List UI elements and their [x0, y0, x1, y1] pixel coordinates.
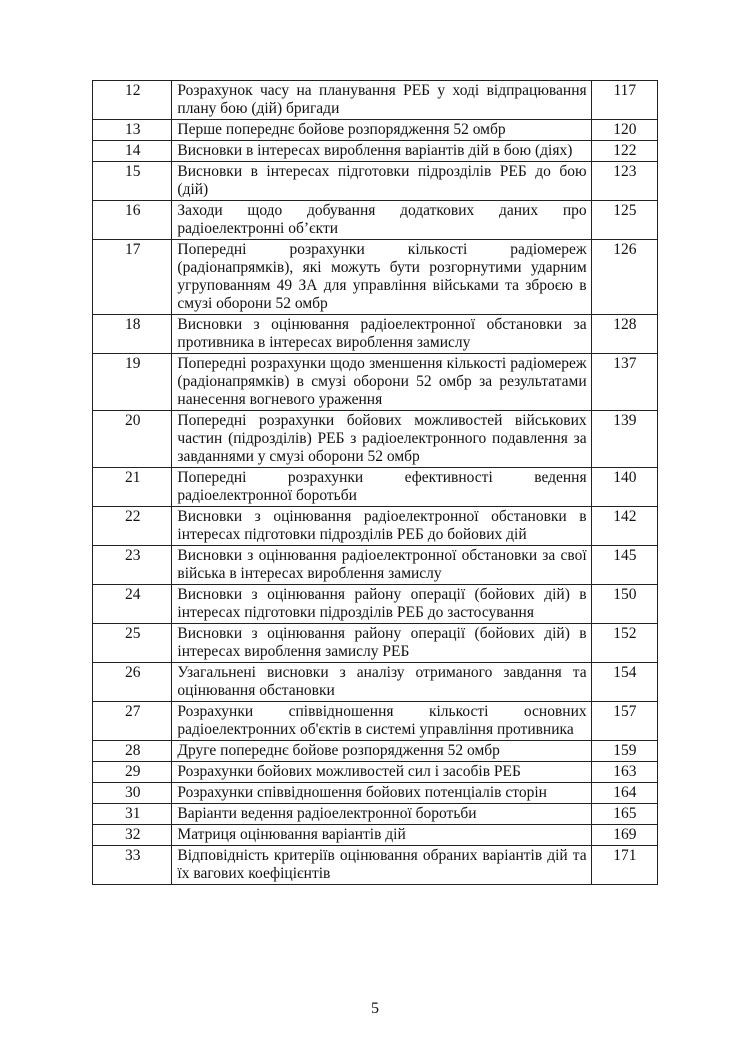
row-title-cell: Друге попереднє бойове розпорядження 52 омбр	[172, 741, 591, 762]
row-number-cell: 24	[93, 585, 172, 624]
table-row	[93, 624, 658, 663]
row-title-cell: Розрахунок часу на планування РЕБ у ході відпрацювання плану бою (дій) бригади	[172, 81, 591, 120]
row-page-cell: 159	[591, 741, 657, 762]
table-row	[93, 201, 658, 240]
table-row	[93, 663, 658, 702]
row-number-cell: 27	[93, 702, 172, 741]
table-row	[93, 315, 658, 354]
row-number-cell: 30	[93, 783, 172, 804]
table-row	[93, 240, 658, 315]
row-title-cell: Заходи щодо добування додаткових даних про радіоелектронні об’єкти	[172, 201, 591, 240]
contents-table	[92, 80, 658, 885]
row-page-cell: 120	[591, 120, 657, 141]
row-page-cell: 163	[591, 762, 657, 783]
row-title-cell: Матриця оцінювання варіантів дій	[172, 825, 591, 846]
table-row	[93, 162, 658, 201]
row-title-cell: Висновки в інтересах підготовки підрозділів РЕБ до бою (дій)	[172, 162, 591, 201]
row-number-cell: 26	[93, 663, 172, 702]
table-row	[93, 141, 658, 162]
row-page-cell: 157	[591, 702, 657, 741]
row-title-cell: Розрахунки бойових можливостей сил і засобів РЕБ	[172, 762, 591, 783]
row-page-cell: 150	[591, 585, 657, 624]
row-page-cell: 139	[591, 411, 657, 468]
row-page-cell: 142	[591, 507, 657, 546]
row-number-cell: 17	[93, 240, 172, 315]
row-page-cell: 152	[591, 624, 657, 663]
row-number-cell: 13	[93, 120, 172, 141]
table-row	[93, 411, 658, 468]
row-title-cell: Попередні розрахунки щодо зменшення кількості радіомереж (радіонапрямків) в смузі оборони 52 омбр за результатами нанесення вогневого ураження	[172, 354, 591, 411]
row-page-cell: 137	[591, 354, 657, 411]
row-page-cell: 128	[591, 315, 657, 354]
row-page-cell: 171	[591, 846, 657, 885]
table-row	[93, 804, 658, 825]
row-number-cell: 25	[93, 624, 172, 663]
row-title-cell: Висновки з оцінювання радіоелектронної обстановки за свої війська в інтересах вироблення замислу	[172, 546, 591, 585]
row-title-cell: Висновки з оцінювання району операції (бойових дій) в інтересах підготовки підрозділів РЕБ до застосування	[172, 585, 591, 624]
row-title-cell: Узагальнені висновки з аналізу отриманого завдання та оцінювання обстановки	[172, 663, 591, 702]
table-row	[93, 585, 658, 624]
row-page-cell: 117	[591, 81, 657, 120]
row-title-cell: Попередні розрахунки бойових можливостей військових частин (підрозділів) РЕБ з радіоелектронного подавлення за завданнями у смузі оборони 52 омбр	[172, 411, 591, 468]
row-number-cell: 14	[93, 141, 172, 162]
table-row	[93, 825, 658, 846]
row-page-cell: 126	[591, 240, 657, 315]
row-page-cell: 123	[591, 162, 657, 201]
table-row	[93, 741, 658, 762]
contents-table-body	[93, 81, 658, 885]
row-title-cell: Висновки з оцінювання району операції (бойових дій) в інтересах вироблення замислу РЕБ	[172, 624, 591, 663]
table-row	[93, 702, 658, 741]
table-row	[93, 354, 658, 411]
row-number-cell: 33	[93, 846, 172, 885]
row-page-cell: 154	[591, 663, 657, 702]
row-title-cell: Варіанти ведення радіоелектронної боротьби	[172, 804, 591, 825]
row-page-cell: 165	[591, 804, 657, 825]
row-page-cell: 164	[591, 783, 657, 804]
row-number-cell: 15	[93, 162, 172, 201]
row-number-cell: 19	[93, 354, 172, 411]
row-number-cell: 22	[93, 507, 172, 546]
table-row	[93, 120, 658, 141]
row-title-cell: Висновки в інтересах вироблення варіантів дій в бою (діях)	[172, 141, 591, 162]
row-number-cell: 29	[93, 762, 172, 783]
table-row	[93, 507, 658, 546]
row-page-cell: 125	[591, 201, 657, 240]
row-title-cell: Розрахунки співвідношення кількості основних радіоелектронних об'єктів в системі управління противника	[172, 702, 591, 741]
row-number-cell: 28	[93, 741, 172, 762]
table-row	[93, 846, 658, 885]
row-title-cell: Висновки з оцінювання радіоелектронної обстановки в інтересах підготовки підрозділів РЕБ до бойових дій	[172, 507, 591, 546]
row-page-cell: 145	[591, 546, 657, 585]
row-number-cell: 12	[93, 81, 172, 120]
row-number-cell: 32	[93, 825, 172, 846]
row-page-cell: 122	[591, 141, 657, 162]
row-title-cell: Відповідність критеріїв оцінювання обраних варіантів дій та їх вагових коефіцієнтів	[172, 846, 591, 885]
row-title-cell: Перше попереднє бойове розпорядження 52 омбр	[172, 120, 591, 141]
row-page-cell: 140	[591, 468, 657, 507]
table-row	[93, 468, 658, 507]
row-number-cell: 23	[93, 546, 172, 585]
row-number-cell: 31	[93, 804, 172, 825]
table-row	[93, 783, 658, 804]
table-row	[93, 81, 658, 120]
page-number: 5	[371, 1000, 379, 1017]
table-row	[93, 546, 658, 585]
row-title-cell: Висновки з оцінювання радіоелектронної обстановки за противника в інтересах вироблення замислу	[172, 315, 591, 354]
row-number-cell: 16	[93, 201, 172, 240]
row-title-cell: Попередні розрахунки кількості радіомереж (радіонапрямків), які можуть бути розгорнутими ударним угрупованням 49 ЗА для управління військами та зброєю в смузі оборони 52 омбр	[172, 240, 591, 315]
row-number-cell: 18	[93, 315, 172, 354]
row-number-cell: 20	[93, 411, 172, 468]
row-title-cell: Попередні розрахунки ефективності ведення радіоелектронної боротьби	[172, 468, 591, 507]
table-row	[93, 762, 658, 783]
row-title-cell: Розрахунки співвідношення бойових потенціалів сторін	[172, 783, 591, 804]
row-number-cell: 21	[93, 468, 172, 507]
row-page-cell: 169	[591, 825, 657, 846]
